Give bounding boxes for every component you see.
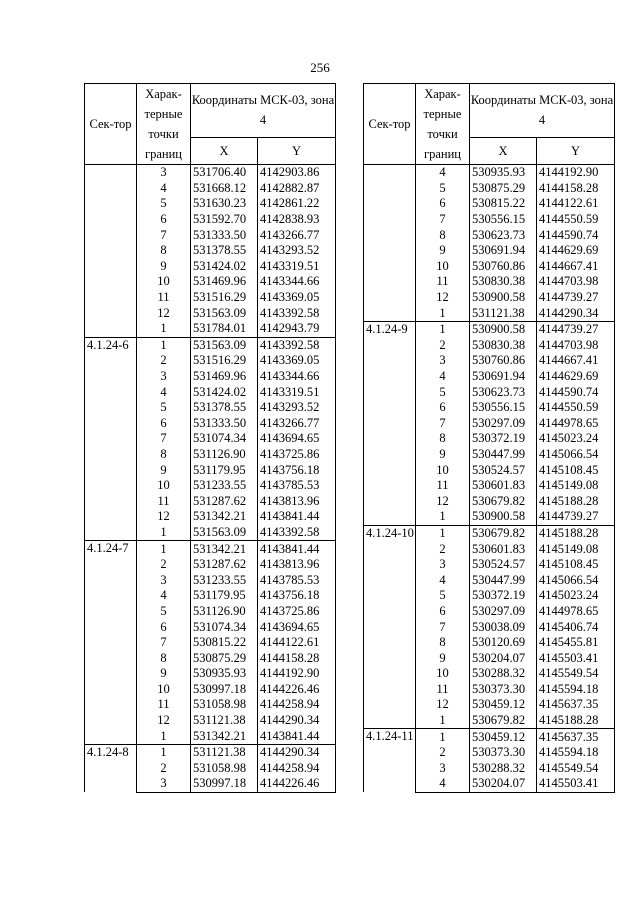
point-number-cell: 1 (416, 713, 470, 729)
x-coordinate-cell: 530935.93 (191, 666, 258, 682)
point-number-cell: 3 (137, 165, 191, 181)
y-coordinate-cell: 4144258.94 (258, 761, 336, 777)
table-row (364, 165, 615, 181)
y-coordinate-cell: 4145023.24 (537, 431, 615, 447)
x-coordinate-cell: 530900.58 (470, 290, 537, 306)
coordinates-table-right (363, 83, 615, 793)
point-number-cell: 5 (137, 196, 191, 212)
y-coordinate-cell: 4143319.51 (258, 384, 336, 400)
x-coordinate-cell: 530815.22 (470, 196, 537, 212)
y-coordinate-cell: 4145503.41 (537, 776, 615, 792)
header-x: X (191, 137, 258, 164)
x-coordinate-cell: 530204.07 (470, 776, 537, 792)
y-coordinate-cell: 4144629.69 (537, 369, 615, 385)
point-number-cell: 12 (416, 697, 470, 713)
point-number-cell: 9 (416, 447, 470, 463)
y-coordinate-cell: 4144158.28 (258, 650, 336, 666)
y-coordinate-cell: 4143841.44 (258, 509, 336, 525)
x-coordinate-cell: 531287.62 (191, 493, 258, 509)
y-coordinate-cell: 4145066.54 (537, 572, 615, 588)
y-coordinate-cell: 4142861.22 (258, 196, 336, 212)
point-number-cell: 6 (416, 604, 470, 620)
header-y: Y (537, 137, 615, 164)
x-coordinate-cell: 530875.29 (191, 650, 258, 666)
y-coordinate-cell: 4144978.65 (537, 416, 615, 432)
x-coordinate-cell: 531563.09 (191, 525, 258, 541)
x-coordinate-cell: 530679.82 (470, 713, 537, 729)
y-coordinate-cell: 4144739.27 (537, 290, 615, 306)
y-coordinate-cell: 4143785.53 (258, 572, 336, 588)
point-number-cell: 12 (137, 509, 191, 525)
x-coordinate-cell: 530297.09 (470, 604, 537, 620)
y-coordinate-cell: 4145108.45 (537, 557, 615, 573)
table-body-left (85, 165, 336, 793)
point-number-cell: 4 (416, 165, 470, 181)
point-number-cell: 6 (137, 212, 191, 228)
y-coordinate-cell: 4145188.28 (537, 525, 615, 541)
x-coordinate-cell: 531342.21 (191, 728, 258, 744)
y-coordinate-cell: 4144629.69 (537, 243, 615, 259)
point-number-cell: 6 (137, 619, 191, 635)
y-coordinate-cell: 4143813.96 (258, 557, 336, 573)
point-number-cell: 11 (416, 274, 470, 290)
y-coordinate-cell: 4145594.18 (537, 745, 615, 761)
x-coordinate-cell: 530679.82 (470, 493, 537, 509)
point-number-cell: 1 (137, 321, 191, 337)
x-coordinate-cell: 531516.29 (191, 353, 258, 369)
sector-cell: 4.1.24-6 (85, 337, 137, 541)
point-number-cell: 3 (137, 369, 191, 385)
point-number-cell: 8 (137, 447, 191, 463)
point-number-cell: 4 (416, 776, 470, 792)
header-coordinates: Координаты МСК-03, зона 4 (191, 84, 336, 138)
x-coordinate-cell: 530691.94 (470, 243, 537, 259)
y-coordinate-cell: 4143756.18 (258, 588, 336, 604)
y-coordinate-cell: 4144739.27 (537, 509, 615, 525)
table-row (85, 744, 336, 760)
table-row (85, 337, 336, 353)
x-coordinate-cell: 530556.15 (470, 212, 537, 228)
x-coordinate-cell: 531121.38 (470, 305, 537, 321)
table-row (85, 541, 336, 557)
point-number-cell: 7 (137, 227, 191, 243)
point-number-cell: 2 (416, 541, 470, 557)
sector-cell: 4.1.24-11 (364, 729, 416, 792)
point-number-cell: 12 (137, 713, 191, 729)
x-coordinate-cell: 531074.34 (191, 431, 258, 447)
point-number-cell: 5 (416, 181, 470, 197)
y-coordinate-cell: 4145594.18 (537, 682, 615, 698)
point-number-cell: 11 (137, 697, 191, 713)
y-coordinate-cell: 4144739.27 (537, 321, 615, 337)
header-y: Y (258, 137, 336, 164)
y-coordinate-cell: 4143293.52 (258, 400, 336, 416)
y-coordinate-cell: 4144258.94 (258, 697, 336, 713)
y-coordinate-cell: 4142882.87 (258, 181, 336, 197)
y-coordinate-cell: 4143813.96 (258, 493, 336, 509)
header-sector: Сек-тор (85, 84, 137, 165)
x-coordinate-cell: 530623.73 (470, 384, 537, 400)
point-number-cell: 7 (416, 619, 470, 635)
y-coordinate-cell: 4144667.41 (537, 259, 615, 275)
y-coordinate-cell: 4143369.05 (258, 353, 336, 369)
point-number-cell: 4 (416, 572, 470, 588)
point-number-cell: 1 (416, 729, 470, 745)
point-number-cell: 12 (416, 493, 470, 509)
point-number-cell: 6 (416, 400, 470, 416)
x-coordinate-cell: 531706.40 (191, 165, 258, 181)
table-body-right (364, 165, 615, 793)
y-coordinate-cell: 4144667.41 (537, 353, 615, 369)
sector-cell: 4.1.24-9 (364, 321, 416, 525)
coordinates-table-left (84, 83, 336, 793)
y-coordinate-cell: 4143266.77 (258, 416, 336, 432)
x-coordinate-cell: 531179.95 (191, 462, 258, 478)
point-number-cell: 10 (137, 478, 191, 494)
point-number-cell: 7 (416, 212, 470, 228)
x-coordinate-cell: 530524.57 (470, 462, 537, 478)
x-coordinate-cell: 530900.58 (470, 509, 537, 525)
y-coordinate-cell: 4143392.58 (258, 525, 336, 541)
x-coordinate-cell: 531630.23 (191, 196, 258, 212)
x-coordinate-cell: 531378.55 (191, 400, 258, 416)
point-number-cell: 4 (137, 384, 191, 400)
y-coordinate-cell: 4145149.08 (537, 478, 615, 494)
point-number-cell: 10 (416, 259, 470, 275)
point-number-cell: 2 (137, 353, 191, 369)
point-number-cell: 10 (137, 682, 191, 698)
x-coordinate-cell: 531469.96 (191, 369, 258, 385)
x-coordinate-cell: 531233.55 (191, 478, 258, 494)
y-coordinate-cell: 4145637.35 (537, 697, 615, 713)
x-coordinate-cell: 530997.18 (191, 682, 258, 698)
y-coordinate-cell: 4144703.98 (537, 338, 615, 354)
x-coordinate-cell: 530875.29 (470, 181, 537, 197)
x-coordinate-cell: 530623.73 (470, 227, 537, 243)
x-coordinate-cell: 530297.09 (470, 416, 537, 432)
point-number-cell: 9 (137, 666, 191, 682)
y-coordinate-cell: 4143319.51 (258, 259, 336, 275)
sector-cell (364, 165, 416, 322)
y-coordinate-cell: 4143694.65 (258, 619, 336, 635)
y-coordinate-cell: 4144550.59 (537, 212, 615, 228)
point-number-cell: 1 (416, 321, 470, 337)
y-coordinate-cell: 4145637.35 (537, 729, 615, 745)
point-number-cell: 4 (137, 181, 191, 197)
x-coordinate-cell: 530524.57 (470, 557, 537, 573)
x-coordinate-cell: 531342.21 (191, 509, 258, 525)
point-number-cell: 8 (416, 431, 470, 447)
point-number-cell: 4 (416, 369, 470, 385)
point-number-cell: 10 (416, 462, 470, 478)
point-number-cell: 9 (137, 462, 191, 478)
point-number-cell: 11 (416, 478, 470, 494)
y-coordinate-cell: 4144703.98 (537, 274, 615, 290)
y-coordinate-cell: 4145149.08 (537, 541, 615, 557)
point-number-cell: 12 (137, 305, 191, 321)
point-number-cell: 7 (416, 416, 470, 432)
x-coordinate-cell: 530288.32 (470, 761, 537, 777)
point-number-cell: 1 (416, 525, 470, 541)
table-row (364, 525, 615, 541)
header-points: Харак-терные точки границ (137, 84, 191, 165)
y-coordinate-cell: 4145549.54 (537, 666, 615, 682)
y-coordinate-cell: 4143369.05 (258, 290, 336, 306)
y-coordinate-cell: 4144290.34 (258, 713, 336, 729)
point-number-cell: 10 (137, 274, 191, 290)
x-coordinate-cell: 530830.38 (470, 338, 537, 354)
x-coordinate-cell: 531342.21 (191, 541, 258, 557)
table-row (85, 165, 336, 181)
y-coordinate-cell: 4144192.90 (537, 165, 615, 181)
point-number-cell: 6 (416, 196, 470, 212)
x-coordinate-cell: 531424.02 (191, 259, 258, 275)
x-coordinate-cell: 531668.12 (191, 181, 258, 197)
x-coordinate-cell: 531121.38 (191, 744, 258, 760)
y-coordinate-cell: 4145549.54 (537, 761, 615, 777)
x-coordinate-cell: 530556.15 (470, 400, 537, 416)
point-number-cell: 11 (137, 290, 191, 306)
point-number-cell: 9 (416, 243, 470, 259)
point-number-cell: 3 (416, 761, 470, 777)
y-coordinate-cell: 4145066.54 (537, 447, 615, 463)
point-number-cell: 3 (416, 353, 470, 369)
point-number-cell: 5 (416, 384, 470, 400)
x-coordinate-cell: 530900.58 (470, 321, 537, 337)
point-number-cell: 1 (416, 305, 470, 321)
x-coordinate-cell: 531333.50 (191, 416, 258, 432)
point-number-cell: 2 (416, 745, 470, 761)
y-coordinate-cell: 4143392.58 (258, 337, 336, 353)
point-number-cell: 5 (416, 588, 470, 604)
y-coordinate-cell: 4145503.41 (537, 650, 615, 666)
y-coordinate-cell: 4145188.28 (537, 713, 615, 729)
x-coordinate-cell: 530601.83 (470, 478, 537, 494)
x-coordinate-cell: 530679.82 (470, 525, 537, 541)
x-coordinate-cell: 531424.02 (191, 384, 258, 400)
x-coordinate-cell: 530447.99 (470, 572, 537, 588)
x-coordinate-cell: 531516.29 (191, 290, 258, 306)
point-number-cell: 1 (137, 541, 191, 557)
x-coordinate-cell: 530288.32 (470, 666, 537, 682)
table-row (364, 729, 615, 745)
x-coordinate-cell: 530760.86 (470, 259, 537, 275)
point-number-cell: 1 (137, 744, 191, 760)
y-coordinate-cell: 4142903.86 (258, 165, 336, 181)
x-coordinate-cell: 530601.83 (470, 541, 537, 557)
point-number-cell: 11 (416, 682, 470, 698)
header-points: Харак-терные точки границ (416, 84, 470, 165)
x-coordinate-cell: 531378.55 (191, 243, 258, 259)
point-number-cell: 1 (416, 509, 470, 525)
y-coordinate-cell: 4144158.28 (537, 181, 615, 197)
y-coordinate-cell: 4145406.74 (537, 619, 615, 635)
y-coordinate-cell: 4143725.86 (258, 447, 336, 463)
y-coordinate-cell: 4142943.79 (258, 321, 336, 337)
x-coordinate-cell: 530372.19 (470, 588, 537, 604)
point-number-cell: 2 (416, 338, 470, 354)
point-number-cell: 2 (137, 761, 191, 777)
point-number-cell: 7 (137, 635, 191, 651)
point-number-cell: 11 (137, 493, 191, 509)
y-coordinate-cell: 4144122.61 (537, 196, 615, 212)
y-coordinate-cell: 4143756.18 (258, 462, 336, 478)
point-number-cell: 7 (137, 431, 191, 447)
x-coordinate-cell: 530038.09 (470, 619, 537, 635)
y-coordinate-cell: 4143266.77 (258, 227, 336, 243)
point-number-cell: 1 (137, 525, 191, 541)
y-coordinate-cell: 4145023.24 (537, 588, 615, 604)
point-number-cell: 1 (137, 337, 191, 353)
x-coordinate-cell: 531333.50 (191, 227, 258, 243)
sector-cell: 4.1.24-8 (85, 744, 137, 792)
y-coordinate-cell: 4143694.65 (258, 431, 336, 447)
header-coordinates: Координаты МСК-03, зона 4 (470, 84, 615, 138)
x-coordinate-cell: 530459.12 (470, 697, 537, 713)
y-coordinate-cell: 4143344.66 (258, 369, 336, 385)
y-coordinate-cell: 4143293.52 (258, 243, 336, 259)
y-coordinate-cell: 4142838.93 (258, 212, 336, 228)
x-coordinate-cell: 531126.90 (191, 447, 258, 463)
point-number-cell: 10 (416, 666, 470, 682)
x-coordinate-cell: 530935.93 (470, 165, 537, 181)
sector-cell: 4.1.24-10 (364, 525, 416, 729)
page-number: 256 (310, 60, 330, 75)
y-coordinate-cell: 4144226.46 (258, 776, 336, 792)
y-coordinate-cell: 4144226.46 (258, 682, 336, 698)
y-coordinate-cell: 4143841.44 (258, 541, 336, 557)
y-coordinate-cell: 4145455.81 (537, 635, 615, 651)
x-coordinate-cell: 530372.19 (470, 431, 537, 447)
x-coordinate-cell: 531592.70 (191, 212, 258, 228)
y-coordinate-cell: 4144590.74 (537, 384, 615, 400)
point-number-cell: 1 (137, 728, 191, 744)
y-coordinate-cell: 4143785.53 (258, 478, 336, 494)
point-number-cell: 5 (137, 400, 191, 416)
point-number-cell: 3 (137, 776, 191, 792)
y-coordinate-cell: 4144550.59 (537, 400, 615, 416)
x-coordinate-cell: 531058.98 (191, 761, 258, 777)
y-coordinate-cell: 4145108.45 (537, 462, 615, 478)
x-coordinate-cell: 531563.09 (191, 305, 258, 321)
x-coordinate-cell: 531121.38 (191, 713, 258, 729)
point-number-cell: 12 (416, 290, 470, 306)
point-number-cell: 8 (416, 227, 470, 243)
y-coordinate-cell: 4143725.86 (258, 604, 336, 620)
sector-cell (85, 165, 137, 338)
point-number-cell: 3 (137, 572, 191, 588)
y-coordinate-cell: 4144590.74 (537, 227, 615, 243)
x-coordinate-cell: 531784.01 (191, 321, 258, 337)
x-coordinate-cell: 531074.34 (191, 619, 258, 635)
header-x: X (470, 137, 537, 164)
point-number-cell: 6 (137, 416, 191, 432)
y-coordinate-cell: 4144122.61 (258, 635, 336, 651)
x-coordinate-cell: 531126.90 (191, 604, 258, 620)
y-coordinate-cell: 4143344.66 (258, 274, 336, 290)
point-number-cell: 5 (137, 604, 191, 620)
x-coordinate-cell: 530373.30 (470, 682, 537, 698)
point-number-cell: 9 (416, 650, 470, 666)
point-number-cell: 3 (416, 557, 470, 573)
point-number-cell: 8 (137, 650, 191, 666)
y-coordinate-cell: 4143841.44 (258, 728, 336, 744)
y-coordinate-cell: 4144192.90 (258, 666, 336, 682)
x-coordinate-cell: 530447.99 (470, 447, 537, 463)
x-coordinate-cell: 530815.22 (191, 635, 258, 651)
point-number-cell: 2 (137, 557, 191, 573)
x-coordinate-cell: 530997.18 (191, 776, 258, 792)
x-coordinate-cell: 530691.94 (470, 369, 537, 385)
x-coordinate-cell: 531287.62 (191, 557, 258, 573)
x-coordinate-cell: 530373.30 (470, 745, 537, 761)
x-coordinate-cell: 531469.96 (191, 274, 258, 290)
x-coordinate-cell: 531233.55 (191, 572, 258, 588)
point-number-cell: 8 (416, 635, 470, 651)
x-coordinate-cell: 530120.69 (470, 635, 537, 651)
point-number-cell: 4 (137, 588, 191, 604)
x-coordinate-cell: 531058.98 (191, 697, 258, 713)
y-coordinate-cell: 4144290.34 (537, 305, 615, 321)
y-coordinate-cell: 4144290.34 (258, 744, 336, 760)
x-coordinate-cell: 530459.12 (470, 729, 537, 745)
x-coordinate-cell: 530760.86 (470, 353, 537, 369)
point-number-cell: 9 (137, 259, 191, 275)
x-coordinate-cell: 530204.07 (470, 650, 537, 666)
table-row (364, 321, 615, 337)
y-coordinate-cell: 4145188.28 (537, 493, 615, 509)
x-coordinate-cell: 530830.38 (470, 274, 537, 290)
header-sector: Сек-тор (364, 84, 416, 165)
sector-cell: 4.1.24-7 (85, 541, 137, 745)
point-number-cell: 8 (137, 243, 191, 259)
x-coordinate-cell: 531179.95 (191, 588, 258, 604)
x-coordinate-cell: 531563.09 (191, 337, 258, 353)
y-coordinate-cell: 4143392.58 (258, 305, 336, 321)
y-coordinate-cell: 4144978.65 (537, 604, 615, 620)
